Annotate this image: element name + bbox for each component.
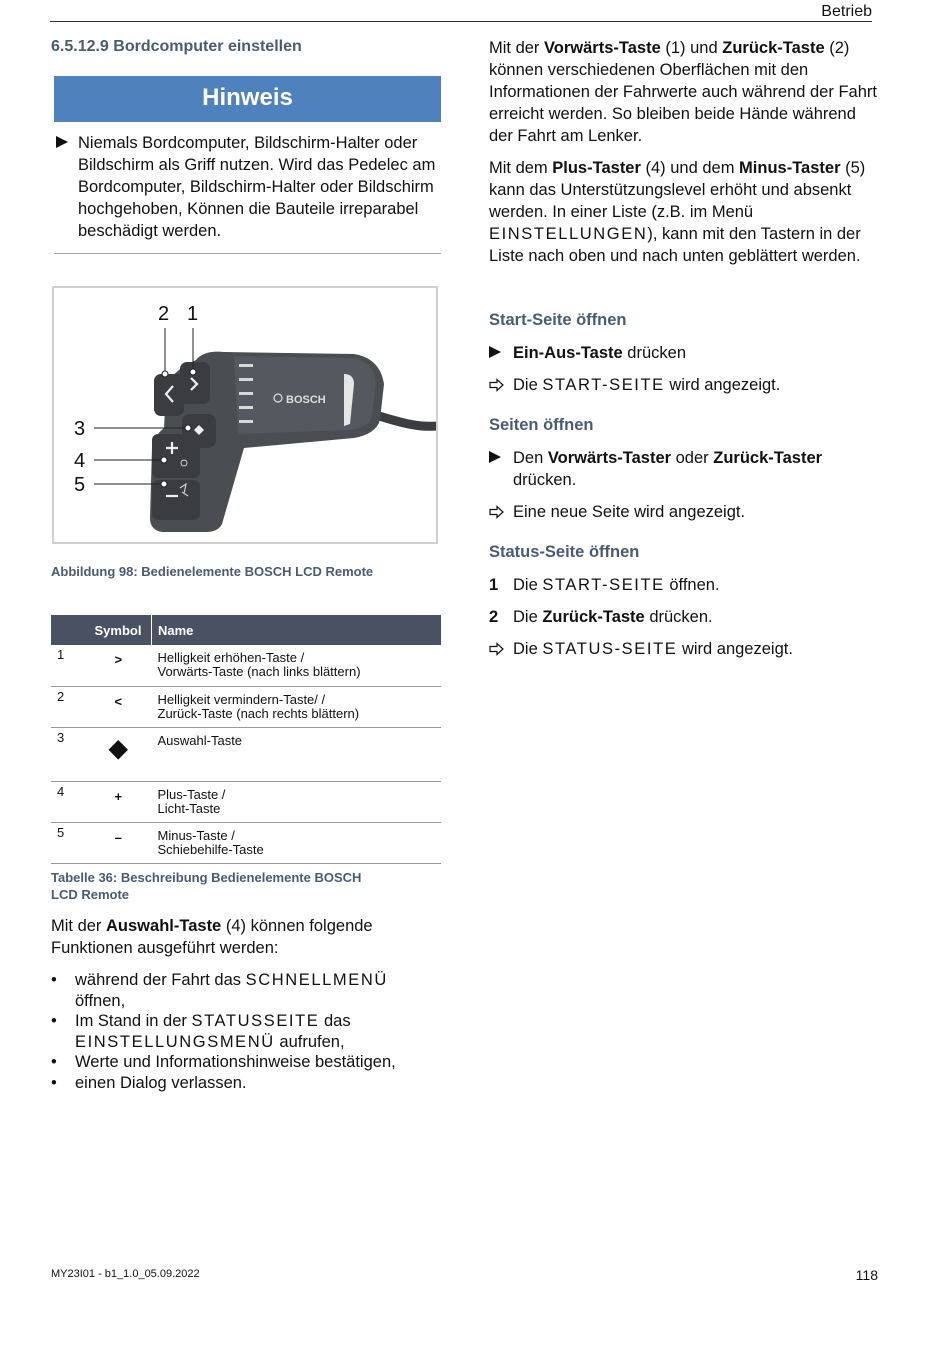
row-symbol: ◆ bbox=[85, 727, 152, 781]
triangle-right-icon bbox=[56, 136, 68, 148]
instruction-step: Ein-Aus-Taste drücken bbox=[489, 342, 889, 364]
row-name: Helligkeit vermindern-Taste/ / Zurück-Taste (nach rechts blättern) bbox=[152, 686, 442, 727]
table-row bbox=[51, 686, 441, 727]
row-symbol: – bbox=[85, 822, 152, 863]
row-nr: 1 bbox=[51, 645, 85, 686]
row-symbol: > bbox=[85, 645, 152, 686]
minus-button-shape bbox=[152, 480, 200, 520]
table-row bbox=[51, 781, 441, 822]
heading-seiten: Seiten öffnen bbox=[489, 416, 594, 434]
callout-1: 1 bbox=[187, 303, 199, 325]
list-item: • Im Stand in der STATUSSEITE das EINSTELLUNGSMENÜ aufrufen, bbox=[51, 1011, 431, 1052]
footer-doc-id: MY23I01 - b1_1.0_05.09.2022 bbox=[51, 1268, 200, 1280]
auswahl-intro: Mit der Auswahl-Taste (4) können folgende Funktionen ausgeführt werden: bbox=[51, 917, 373, 957]
col-header-name: Name bbox=[152, 615, 442, 645]
list-item: • während der Fahrt das SCHNELLMENÜ öffnen, bbox=[51, 970, 431, 1011]
row-nr: 5 bbox=[51, 822, 85, 863]
row-symbol: + bbox=[85, 781, 152, 822]
heading-start-seite: Start-Seite öffnen bbox=[489, 311, 627, 329]
table-row bbox=[51, 645, 441, 686]
remote-illustration bbox=[54, 288, 436, 542]
led-bar bbox=[239, 392, 253, 395]
hinweis-text: Niemals Bordcomputer, Bildschirm-Halter oder Bildschirm als Griff nutzen. Wird das Pedelec am Bordcomputer, Bildschirm-Halter oder Bildschirm hochgehoben, Können die Bauteile irreparabel beschädigt werden. bbox=[78, 134, 436, 240]
result-step: Die START-SEITE wird angezeigt. bbox=[489, 374, 889, 396]
led-bar bbox=[239, 364, 253, 367]
hinweis-separator bbox=[54, 253, 441, 254]
row-name: Auswahl-Taste bbox=[152, 727, 442, 781]
table-row bbox=[51, 727, 441, 781]
led-bar bbox=[239, 406, 253, 409]
callout-5: 5 bbox=[74, 474, 86, 496]
col-header-nr bbox=[51, 615, 85, 645]
arrow-outline-right-icon bbox=[489, 505, 505, 519]
list-item: • Werte und Informationshinweise bestätigen, bbox=[51, 1052, 431, 1073]
paragraph-forward-back: Mit der Vorwärts-Taste (1) und Zurück-Taste (2) können verschiedenen Oberflächen mit den Informationen der Fahrwerte auch während der Fahrt erreicht werden. So bleiben beide Hände während der Fahrt am Lenker. bbox=[489, 39, 877, 145]
callout-2: 2 bbox=[158, 303, 170, 325]
row-nr: 2 bbox=[51, 686, 85, 727]
numbered-step: 2 Die Zurück-Taste drücken. bbox=[489, 608, 713, 626]
remote-figure bbox=[52, 286, 438, 544]
callout-3: 3 bbox=[74, 418, 86, 440]
cable-shape bbox=[372, 414, 436, 426]
result-step: Eine neue Seite wird angezeigt. bbox=[489, 501, 889, 523]
table-row bbox=[51, 822, 441, 863]
col-header-symbol: Symbol bbox=[85, 615, 152, 645]
hinweis-text-block bbox=[56, 132, 442, 242]
led-bar bbox=[239, 420, 253, 423]
page-number: 118 bbox=[855, 1267, 878, 1283]
section-title: 6.5.12.9 Bordcomputer einstellen bbox=[51, 38, 302, 55]
controls-table bbox=[51, 615, 441, 864]
arrow-outline-right-icon bbox=[489, 642, 505, 656]
triangle-right-icon bbox=[489, 346, 501, 358]
instruction-step: Den Vorwärts-Taster oder Zurück-Taster drücken. bbox=[489, 447, 889, 491]
paragraph-plus-minus: Mit dem Plus-Taster (4) und dem Minus-Taster (5) kann das Unterstützungslevel erhöht und absenkt werden. In einer Liste (z.B. im Menü EINSTELLUNGEN), kann mit den Tastern in der Liste nach oben und nach unten geblättert werden. bbox=[489, 159, 866, 265]
row-name: Minus-Taste / Schiebehilfe-Taste bbox=[152, 822, 442, 863]
row-nr: 4 bbox=[51, 781, 85, 822]
led-bar bbox=[239, 378, 253, 381]
triangle-right-icon bbox=[489, 451, 501, 463]
figure-caption: Abbildung 98: Bedienelemente BOSCH LCD Remote bbox=[51, 564, 374, 579]
header-rule bbox=[50, 21, 872, 22]
arrow-outline-right-icon bbox=[489, 378, 505, 392]
plus-button-shape bbox=[152, 434, 200, 478]
row-nr: 3 bbox=[51, 727, 85, 781]
hinweis-banner: Hinweis bbox=[54, 76, 441, 122]
heading-status-seite: Status-Seite öffnen bbox=[489, 543, 640, 561]
row-name: Plus-Taste / Licht-Taste bbox=[152, 781, 442, 822]
callout-4: 4 bbox=[74, 450, 86, 472]
chapter-header: Betrieb bbox=[821, 3, 872, 20]
list-item: • einen Dialog verlassen. bbox=[51, 1073, 431, 1094]
result-step: Die STATUS-SEITE wird angezeigt. bbox=[489, 638, 889, 660]
back-button-shape bbox=[154, 374, 184, 416]
row-symbol: < bbox=[85, 686, 152, 727]
brand-label: BOSCH bbox=[286, 394, 326, 406]
numbered-step: 1 Die START-SEITE öffnen. bbox=[489, 576, 720, 594]
row-name: Helligkeit erhöhen-Taste / Vorwärts-Taste (nach links blättern) bbox=[152, 645, 442, 686]
table-caption: Tabelle 36: Beschreibung Bedienelemente BOSCH LCD Remote bbox=[51, 870, 362, 902]
table-header-row bbox=[51, 615, 441, 645]
function-list bbox=[51, 970, 431, 1093]
